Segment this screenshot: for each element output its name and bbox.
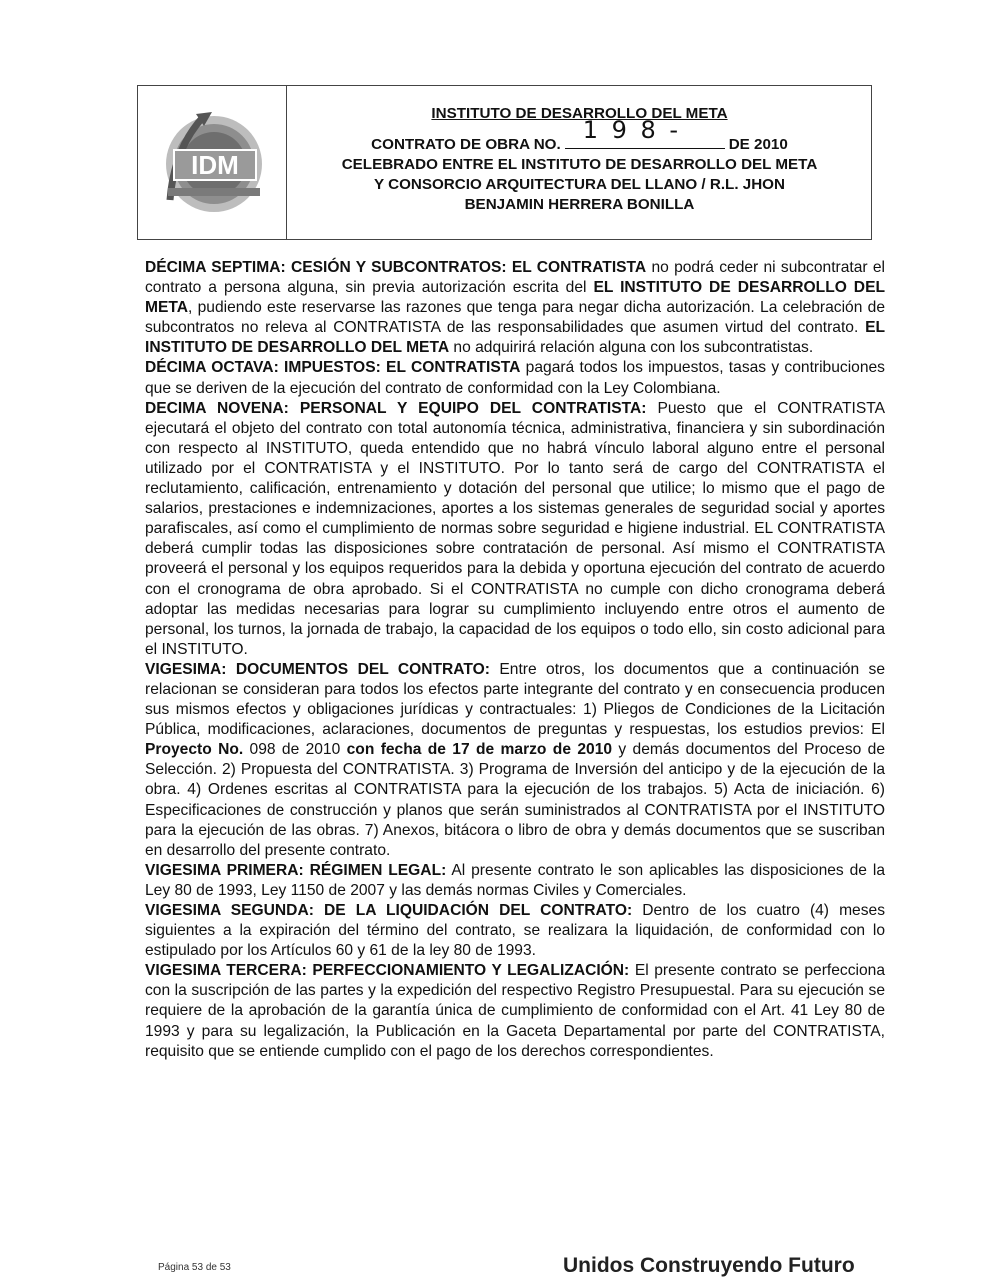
clause-18-text: pagará todos los impuestos, tasas y contribuciones que se deriven de la ejecución del contrato de conformidad con la Ley Colombiana. — [145, 359, 885, 397]
clause-21 — [145, 861, 885, 901]
clause-17 — [145, 258, 885, 358]
header-line-3: CELEBRADO ENTRE EL INSTITUTO DE DESARROLLO DEL META — [341, 156, 818, 173]
clause-23-text: El presente contrato se perfecciona con la suscripción de las partes y la expedición del respectivo Registro Presupuestal. Para su ejecución se requiere de la aprobación de la garantía única de cumplimiento de conformidad con el Art. 41 Ley 80 de 1993 y para su legalización, la Publicación en la Gaceta Departamental por parte del CONTRATISTA, requisito que se entiende cumplido con el pago de los derechos correspondientes. — [145, 962, 885, 1060]
page-number: Página 53 de 53 — [158, 1262, 231, 1273]
clause-20-text-a: Entre otros, los documentos que a continuación se relacionan se consideran para todos los efectos parte integrante del contrato y en consecuencia producen sus mismos efectos y obligaciones jurídicas y contractuales: 1) Pliegos de Condiciones de la Licitación Pública, modificaciones, aclaraciones, documentos de preguntas y respuestas, los estudios previos: El — [145, 660, 885, 739]
clause-17-text-a: no podrá ceder ni subcontratar el contrato a persona alguna, sin previa autorización escrita del — [145, 259, 885, 297]
clause-20-heading: VIGESIMA: DOCUMENTOS DEL CONTRATO: — [145, 660, 490, 678]
institute-title: INSTITUTO DE DESARROLLO DEL META — [431, 105, 728, 122]
contract-suffix: DE 2010 — [728, 136, 788, 153]
clause-20-text-b: 098 de 2010 — [243, 741, 347, 759]
clause-21-text: Al presente contrato le son aplicables las disposiciones de la Ley 80 de 1993, Ley 1150 de 2007 y las demás normas Civiles y Comerciales. — [145, 861, 886, 899]
contract-prefix: CONTRATO DE OBRA NO. — [371, 136, 561, 153]
clause-17-text-c: no adquirirá relación alguna con los subcontratistas. — [449, 339, 814, 357]
footer-slogan: Unidos Construyendo Futuro — [563, 1254, 855, 1277]
clause-20-bold-b: con fecha de 17 de marzo de 2010 — [346, 741, 613, 759]
clause-22-heading: VIGESIMA SEGUNDA: DE LA LIQUIDACIÓN DEL CONTRATO: — [145, 902, 633, 919]
header-text — [288, 104, 871, 215]
contract-number-handwritten: 1 9 8 - — [582, 116, 682, 144]
clause-21-heading: VIGESIMA PRIMERA: RÉGIMEN LEGAL: — [145, 861, 447, 879]
contract-number-line — [288, 116, 871, 155]
clause-19 — [145, 399, 885, 660]
clause-22 — [145, 901, 885, 961]
svg-text:IDM: IDM — [191, 150, 239, 180]
document-header — [137, 85, 872, 240]
clause-23 — [145, 961, 885, 1061]
clause-17-bold-a: EL INSTITUTO DE DESARROLLO DEL META — [145, 279, 885, 317]
clause-17-text-b: , pudiendo este reservarse las razones que tenga para negar dicha autorización. La celebración de subcontratos no releva al CONTRATISTA de las responsabilidades que asumen virtud del contrato. — [145, 299, 885, 337]
header-line-5: BENJAMIN HERRERA BONILLA — [464, 196, 695, 213]
contract-body — [145, 258, 885, 1062]
contract-number-blank — [565, 116, 725, 149]
logo-cell — [138, 86, 287, 239]
clause-20-text-c: y demás documentos del Proceso de Selección. 2) Propuesta del CONTRATISTA. 3) Programa de Inversión del anticipo y de la ejecución de la obra. 4) Ordenes escritas al CONTRATISTA para la ejecución de los trabajos. 5) Acta de iniciación. 6) Especificaciones de construcción y planos que serán suministrados al CONTRATISTA por el INSTITUTO para la ejecución de las obras. 7) Anexos, bitácora o libro de obra y demás documentos que se suscriban en desarrollo del presente contrato. — [145, 741, 886, 859]
clause-17-heading: DÉCIMA SEPTIMA: CESIÓN Y SUBCONTRATOS: EL CONTRATISTA — [145, 259, 647, 276]
clause-18-heading: DÉCIMA OCTAVA: IMPUESTOS: EL CONTRATISTA — [145, 359, 521, 377]
clause-20 — [145, 660, 885, 861]
clause-17-bold-b: EL INSTITUTO DE DESARROLLO DEL META — [145, 319, 885, 357]
clause-20-bold-a: Proyecto No. — [145, 741, 244, 759]
clause-23-heading: VIGESIMA TERCERA: PERFECCIONAMIENTO Y LEGALIZACIÓN: — [145, 962, 630, 980]
clause-18 — [145, 358, 885, 398]
clause-19-heading: DECIMA NOVENA: PERSONAL Y EQUIPO DEL CONTRATISTA: — [145, 399, 647, 417]
clause-19-text: Puesto que el CONTRATISTA ejecutará el objeto del contrato con total autonomía técnica, administrativa, financiera y sin subordinación con respecto al INSTITUTO, queda entendido que no habrá vínculo laboral alguno entre el personal utilizado por el CONTRATISTA y el INSTITUTO. Por lo tanto será de cargo del CONTRATISTA el reclutamiento, calificación, entrenamiento y dotación del personal que utilice; lo mismo que el pago de salarios, prestaciones e indemnizaciones, aportes a los sistemas generales de seguridad social y aportes parafiscales, así como el cumplimiento de normas sobre seguridad e higiene industrial. EL CONTRATISTA deberá cumplir todas las disposiciones sobre contratación de personal. Así mismo el CONTRATISTA proveerá el personal y los equipos requeridos para la debida y oportuna ejecución del contrato de acuerdo con el cronograma de obra aprobado. Si el CONTRATISTA no cumple con dicho cronograma deberá adoptar las medidas necesarias para lograr su cumplimiento incluyendo entre otros el aumento de personal, los turnos, la jornada de trabajo, la capacidad de los equipos o todo ello, sin costo adicional para el INSTITUTO. — [145, 399, 885, 658]
header-line-4: Y CONSORCIO ARQUITECTURA DEL LLANO / R.L. JHON — [374, 176, 785, 193]
idm-logo — [152, 108, 272, 218]
clause-22-text: Dentro de los cuatro (4) meses siguientes a la expiración del término del contrato, se realizara la liquidación, de conformidad con lo estipulado por los Artículos 60 y 61 de la ley 80 de 1993. — [145, 902, 885, 960]
